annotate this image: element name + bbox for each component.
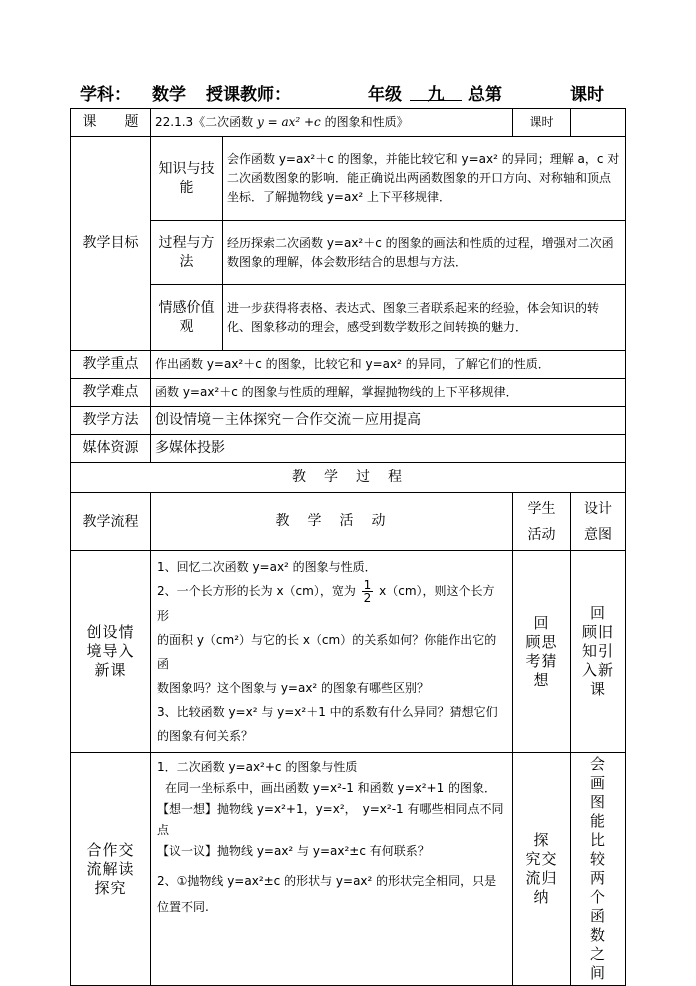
subject-value: 数学 xyxy=(152,85,186,105)
activity-column-header: 教 学 活 动 xyxy=(151,493,513,551)
stage-design-intent: 会画图能比较两个函数之间 xyxy=(571,753,626,986)
stage-student-activity: 回 顾思 考猜 想 xyxy=(513,551,571,753)
method-text: 创设情境－主体探究－合作交流－应用提高 xyxy=(151,407,626,435)
process-header-row xyxy=(71,493,626,551)
media-label: 媒体资源 xyxy=(71,435,151,463)
process-title-row xyxy=(71,463,626,493)
process-title: 教 学 过 程 xyxy=(71,463,626,493)
lesson-unit: 课时 xyxy=(570,85,604,105)
grade-label: 年级 xyxy=(368,85,402,105)
objectives-label: 教学目标 xyxy=(71,137,151,351)
stage-row-intro xyxy=(71,551,626,753)
objective-name: 知识与技能 xyxy=(151,137,223,221)
fraction-half xyxy=(362,579,374,604)
subject-label: 学科： xyxy=(80,85,131,105)
stage-activity xyxy=(151,551,513,753)
activity-line-part: 2、一个长方形的长为 x（cm），宽为 xyxy=(157,584,356,598)
objective-text: 进一步获得将表格、表达式、图象三者联系起来的经验，体会知识的转化、图象移动的理会，感受到数学数形之间转换的魅力． xyxy=(223,285,626,351)
objective-text: 经历探索二次函数 y=ax²＋c 的图象的画法和性质的过程，增强对二次函数图象的理解，体会数形结合的思想与方法． xyxy=(223,221,626,285)
activity-line: 2、①抛物线 y=ax²±c 的形状与 y=ax² 的形状完全相同，只是 xyxy=(157,874,497,888)
activity-line: 3、比较函数 y=x² 与 y=x²＋1 中的系数有什么异同？猜想它们 xyxy=(157,705,498,719)
objective-text: 会作函数 y=ax²＋c 的图象，并能比较它和 y=ax² 的异同；理解 a，c 对二次函数图象的影响．能正确说出两函数图象的开口方向、对称轴和顶点坐标．了解抛物线 y=ax² 上下平移规律． xyxy=(223,137,626,221)
topic-row xyxy=(71,109,626,137)
activity-line-part: x（cm），则这个长方形 xyxy=(157,584,495,623)
method-label: 教学方法 xyxy=(71,407,151,435)
stage-student-activity: 探 究交 流归 纳 xyxy=(513,753,571,986)
stage-activity xyxy=(151,753,513,986)
media-text: 多媒体投影 xyxy=(151,435,626,463)
stage-flow: 合作交流解读探究 xyxy=(71,753,151,986)
activity-line: 位置不同. xyxy=(157,900,209,914)
method-row xyxy=(71,407,626,435)
difficulty-text: 函数 y=ax²＋c 的图象与性质的理解，掌握抛物线的上下平移规律． xyxy=(151,379,626,407)
activity-line: 在同一坐标系中，画出函数 y=x²-1 和函数 y=x²+1 的图象． xyxy=(165,781,497,795)
topic-hours-value xyxy=(571,109,626,137)
key-point-text: 作出函数 y=ax²＋c 的图象，比较它和 y=ax² 的异同，了解它们的性质． xyxy=(151,351,626,379)
flow-column-header: 教学流程 xyxy=(71,493,151,551)
difficulty-label: 教学难点 xyxy=(71,379,151,407)
design-column-header: 设计意图 xyxy=(571,493,626,551)
fraction-denominator: 2 xyxy=(363,591,372,605)
objective-name: 情感价值观 xyxy=(151,285,223,351)
objective-name: 过程与方法 xyxy=(151,221,223,285)
topic-label: 课 题 xyxy=(71,109,151,137)
fraction-numerator: 1 xyxy=(363,578,372,592)
activity-line: 的面积 y（cm²）与它的长 x（cm）的关系如何？你能作出它的函 xyxy=(157,633,497,671)
stage-design-intent: 回 顾旧 知引 入新课 xyxy=(571,551,626,753)
lesson-plan-table xyxy=(70,108,631,986)
activity-line: 的图象有何关系？ xyxy=(157,729,254,743)
activity-line: 【想一想】抛物线 y=x²+1，y=x²， y=x²-1 有哪些相同点不同点 xyxy=(157,802,504,837)
difficulty-row xyxy=(71,379,626,407)
activity-line: 1、回忆二次函数 y=ax² 的图象与性质． xyxy=(157,560,377,574)
total-label: 总第 xyxy=(468,85,502,105)
objective-row-knowledge xyxy=(71,137,626,221)
activity-line: 【议一议】抛物线 y=ax² 与 y=ax²±c 有何联系？ xyxy=(157,844,430,858)
topic-title-formula: y = ax² +c xyxy=(256,115,321,129)
topic-title-suffix: 的图象和性质》 xyxy=(320,115,409,129)
objective-row-process xyxy=(71,221,626,285)
activity-line: 数图象吗？这个图象与 y=ax² 的图象有哪些区别？ xyxy=(157,681,430,695)
teacher-label: 授课教师： xyxy=(206,85,291,105)
key-point-row xyxy=(71,351,626,379)
grade-value: 九 xyxy=(410,80,462,101)
activity-line: 1．二次函数 y=ax²+c 的图象与性质 xyxy=(157,760,358,774)
lesson-plan-header xyxy=(70,80,625,104)
topic-title xyxy=(151,109,513,137)
stage-row-explore xyxy=(71,753,626,986)
activity-line xyxy=(157,579,506,628)
stage-flow: 创设情境导入新课 xyxy=(71,551,151,753)
media-row xyxy=(71,435,626,463)
topic-hours-label: 课时 xyxy=(513,109,571,137)
student-column-header: 学生活动 xyxy=(513,493,571,551)
topic-title-prefix: 22.1.3《二次函数 xyxy=(155,115,257,129)
key-point-label: 教学重点 xyxy=(71,351,151,379)
objective-row-emotion xyxy=(71,285,626,351)
